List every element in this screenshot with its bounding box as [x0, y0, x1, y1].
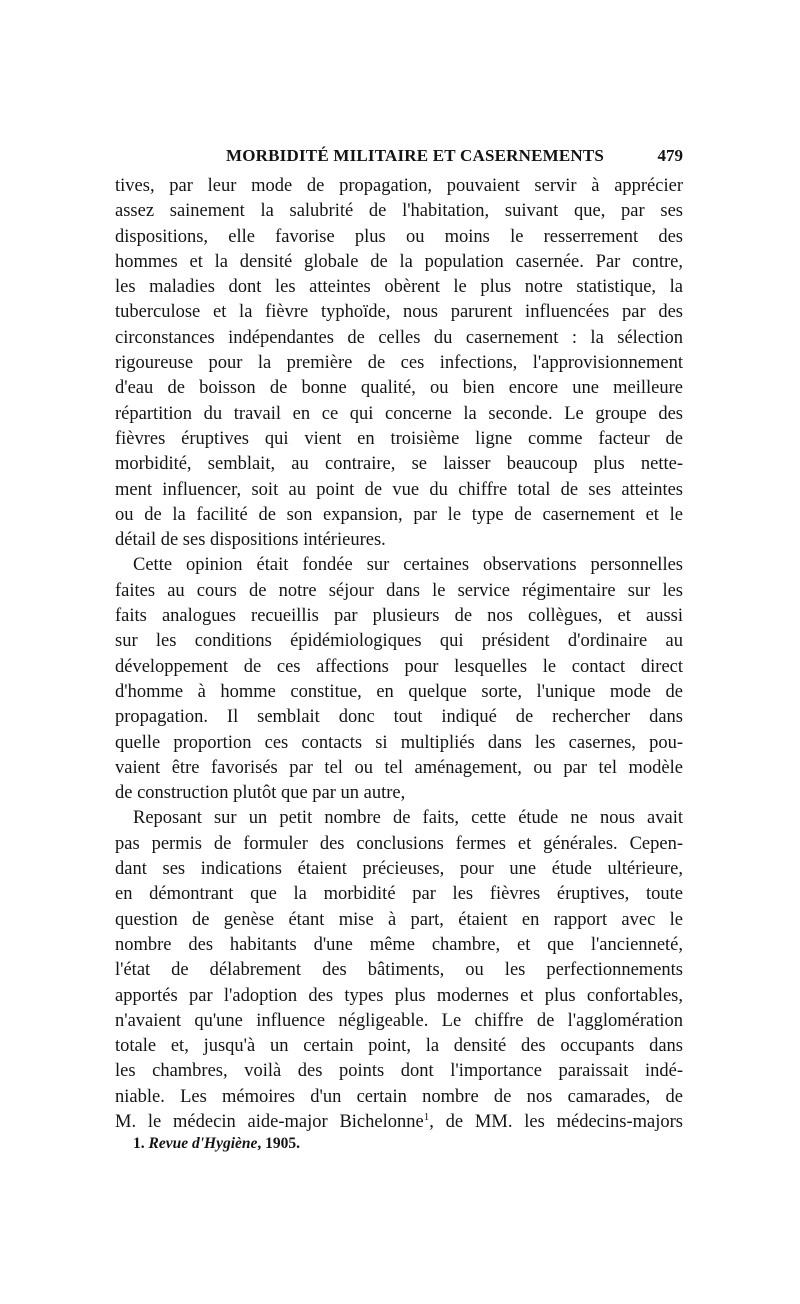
body-text	[115, 174, 683, 1135]
footnote-title: Revue d'Hygiène	[148, 1135, 258, 1152]
text-line: assez sainement la salubrité de l'habitation, suivant que, par ses	[115, 201, 683, 222]
page-number: 479	[657, 146, 683, 165]
text-line: Cette opinion était fondée sur certaines observations personnelles	[133, 555, 683, 576]
text-line: fièvres éruptives qui vient en troisième ligne comme facteur de	[115, 428, 683, 449]
text-line: rigoureuse pour la première de ces infections, l'approvisionnement	[115, 353, 683, 374]
text-line: ou de la facilité de son expansion, par le type de casernement et le	[115, 504, 683, 525]
text-line: pas permis de formuler des conclusions fermes et générales. Cepen-	[115, 833, 683, 854]
footnote-number: 1.	[133, 1135, 145, 1152]
page-header	[115, 146, 683, 170]
text-line: d'eau de boisson de bonne qualité, ou bien encore une meilleure	[115, 378, 683, 399]
text-line: circonstances indépendantes de celles du casernement : la sélection	[115, 327, 683, 348]
text-line: développement de ces affections pour lesquelles le contact direct	[115, 656, 683, 677]
text-line: niable. Les mémoires d'un certain nombre de nos camarades, de	[115, 1086, 683, 1107]
text-line: ment influencer, soit au point de vue du chiffre total de ses atteintes	[115, 479, 683, 500]
text-line: nombre des habitants d'une même chambre, et que l'ancienneté,	[115, 934, 683, 955]
text-line: tuberculose et la fièvre typhoïde, nous parurent influencées par des	[115, 302, 683, 323]
text-line: sur les conditions épidémiologiques qui président d'ordinaire au	[115, 631, 683, 652]
text-line: les chambres, voilà des points dont l'importance paraissait indé-	[115, 1061, 683, 1082]
text-line: de construction plutôt que par un autre,	[115, 783, 406, 804]
footnote	[133, 1135, 300, 1153]
running-title: MORBIDITÉ MILITAIRE ET CASERNEMENTS	[226, 146, 605, 165]
text-line: dant ses indications étaient précieuses, pour une étude ultérieure,	[115, 859, 683, 880]
text-line: en démontrant que la morbidité par les fièvres éruptives, toute	[115, 884, 683, 905]
text-line: vaient être favorisés par tel ou tel aménagement, ou par tel modèle	[115, 757, 683, 778]
text-line: les maladies dont les atteintes obèrent le plus notre statistique, la	[115, 277, 683, 298]
text-line: propagation. Il semblait donc tout indiqué de rechercher dans	[115, 707, 683, 728]
text-line: dispositions, elle favorise plus ou moins le resserrement des	[115, 226, 683, 247]
text-line: faits analogues recueillis par plusieurs de nos collègues, et aussi	[115, 606, 683, 627]
final-line-start: M. le médecin aide-major Bichelonne	[115, 1111, 424, 1132]
text-line: répartition du travail en ce qui concerne la seconde. Le groupe des	[115, 403, 683, 424]
final-line-end: , de MM. les médecins-majors	[429, 1111, 683, 1132]
text-line: morbidité, semblait, au contraire, se laisser beaucoup plus nette-	[115, 454, 683, 475]
text-line: tives, par leur mode de propagation, pouvaient servir à apprécier	[115, 176, 683, 196]
text-line: d'homme à homme constitue, en quelque sorte, l'unique mode de	[115, 681, 683, 702]
text-line: Reposant sur un petit nombre de faits, cette étude ne nous avait	[133, 808, 683, 829]
footnote-reference: 1	[423, 1110, 430, 1123]
text-line: faites au cours de notre séjour dans le service régimentaire sur les	[115, 580, 683, 601]
footnote-year: , 1905.	[257, 1135, 301, 1152]
text-line-final	[115, 1110, 683, 1135]
text-line: totale et, jusqu'à un certain point, la densité des occupants dans	[115, 1036, 683, 1057]
text-line: apportés par l'adoption des types plus modernes et plus confortables,	[115, 985, 683, 1006]
text-line: question de genèse étant mise à part, étaient en rapport avec le	[115, 909, 683, 930]
text-line: n'avaient qu'une influence négligeable. Le chiffre de l'agglomération	[115, 1010, 683, 1031]
text-line: quelle proportion ces contacts si multipliés dans les casernes, pou-	[115, 732, 683, 753]
text-line: l'état de délabrement des bâtiments, ou les perfectionnements	[115, 960, 683, 981]
text-line: hommes et la densité globale de la population casernée. Par contre,	[115, 251, 683, 272]
text-line: détail de ses dispositions intérieures.	[115, 530, 386, 551]
